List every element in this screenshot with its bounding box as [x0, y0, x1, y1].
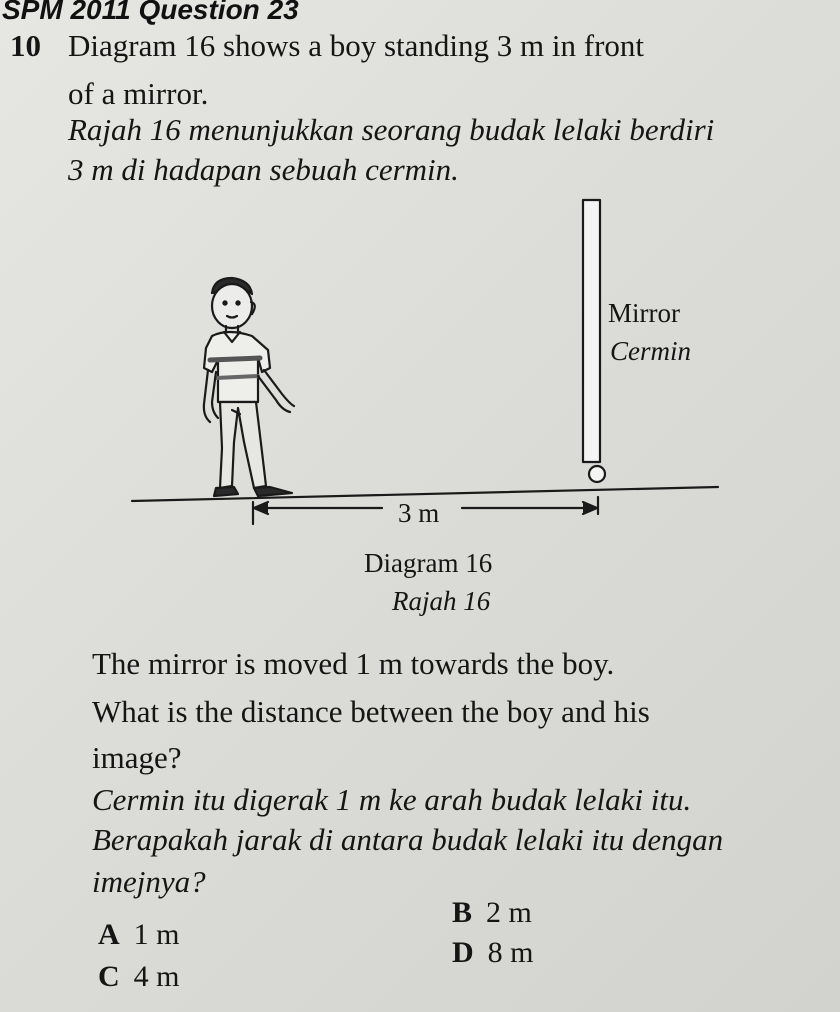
body-en-line1: The mirror is moved 1 m towards the boy.	[92, 646, 615, 681]
option-b-letter: B	[452, 896, 473, 929]
question-ms-line1: Rajah 16 menunjukkan seorang budak lelaki berdiri	[68, 112, 715, 147]
boy-figure	[204, 278, 294, 496]
body-en-line2: What is the distance between the boy and his	[92, 694, 650, 729]
body-ms-line2: Berapakah jarak di antara budak lelaki itu dengan	[92, 822, 724, 857]
option-a-letter: A	[98, 918, 120, 951]
option-a-text: 1 m	[133, 918, 180, 951]
question-en-line1: Diagram 16 shows a boy standing 3 m in front	[68, 28, 645, 63]
option-c-letter: C	[98, 960, 120, 993]
diagram-caption-ms: Rajah 16	[392, 586, 491, 616]
option-b[interactable]	[452, 896, 532, 930]
mirror-label-ms: Cermin	[610, 336, 691, 366]
mirror-label-en: Mirror	[608, 298, 680, 328]
diagram-caption-en: Diagram 16	[364, 548, 493, 578]
option-b-text: 2 m	[486, 896, 532, 929]
mirror-base	[589, 466, 605, 482]
body-en-line3: image?	[92, 740, 182, 775]
distance-label: 3 m	[398, 498, 440, 528]
option-c-text: 4 m	[133, 960, 180, 993]
diagram-16	[0, 190, 840, 630]
option-d-text: 8 m	[487, 936, 534, 969]
option-a[interactable]	[98, 918, 180, 952]
page-header: SPM 2011 Question 23	[2, 0, 299, 25]
mirror-pole	[583, 200, 600, 462]
body-ms-line3: imejnya?	[92, 864, 206, 899]
body-ms-line1: Cermin itu digerak 1 m ke arah budak lelaki itu.	[92, 782, 692, 817]
option-d[interactable]	[452, 936, 534, 970]
option-d-letter: D	[452, 936, 474, 969]
question-en-line2: of a mirror.	[68, 76, 209, 111]
question-number: 10	[10, 28, 41, 63]
question-ms-line2: 3 m di hadapan sebuah cermin.	[68, 152, 459, 187]
option-c[interactable]	[98, 960, 180, 994]
